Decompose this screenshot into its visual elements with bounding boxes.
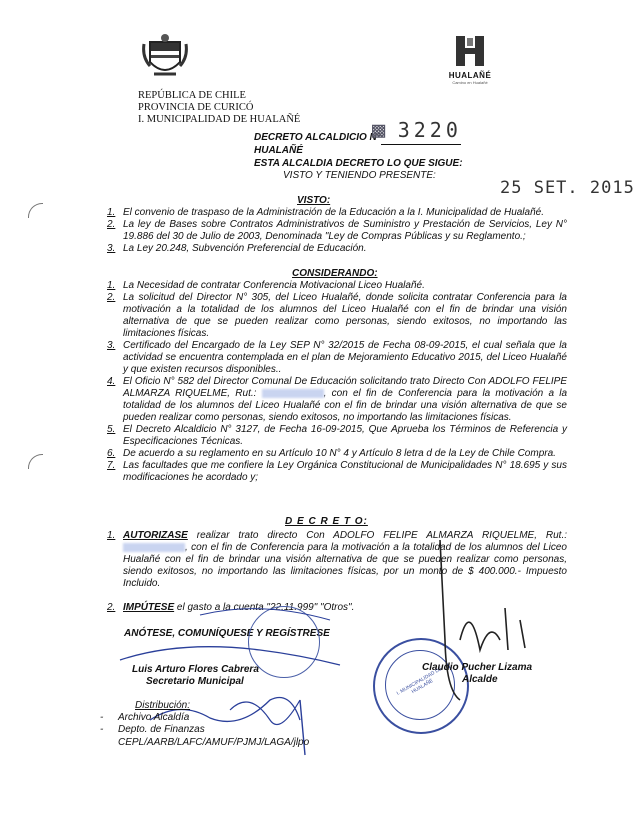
visto-list: [107, 207, 567, 255]
signer-left-name: Luis Arturo Flores Cabrera: [132, 664, 259, 675]
header-line: REPÚBLICA DE CHILE: [138, 90, 246, 101]
decree-title: DECRETO ALCALDICIO N°: [254, 132, 461, 145]
punch-mark: [28, 454, 43, 469]
municipal-seal: [373, 638, 469, 734]
considerando-list: [107, 280, 567, 484]
signer-right-name: Claudio Pucher Lizama: [422, 662, 533, 673]
list-item: 1. El convenio de traspaso de la Administración de la Educación a la I. Municipalidad de Hualañé.: [107, 207, 544, 218]
decree-line3: ESTA ALCALDIA DECRETO LO QUE SIGUE:: [254, 158, 463, 169]
header-line: PROVINCIA DE CURICÓ: [138, 102, 254, 113]
logo-subtext: Camino en Hualañé: [452, 80, 488, 85]
list-item: - Archivo Alcaldía: [100, 712, 190, 723]
hualane-logo: [440, 34, 500, 94]
logo-text: HUALAÑÉ: [448, 71, 492, 80]
header-line: I. MUNICIPALIDAD DE HUALAÑÉ: [138, 114, 301, 125]
distribucion-heading: Distribución:: [135, 700, 191, 711]
redacted-rut: [123, 543, 185, 552]
list-item: 4. El Oficio N° 582 del Director Comunal De Educación solicitando trato Directo Con ADOLFO FELIPE ALMARZA RIQUELME, Rut.: , con el fin de Conferencia para la motivación a la totalidad de los alumnos del Liceo Hualañé con el fin de brindar una visión alternativa de que se pueden realizar como personas, siendo exitosos, no importando las limitaciones físicas.: [107, 376, 568, 423]
decree-number-handwritten: ▩ 3220: [372, 118, 462, 143]
decreto-list: [107, 530, 567, 614]
date-stamp: 25 SET. 2015: [500, 178, 635, 198]
list-item: 2. IMPÚTESE el gasto a la cuenta "22.11.999" "Otros".: [107, 602, 355, 613]
closing-formula: ANÓTESE, COMUNÍQUESE Y REGÍSTRESE: [124, 628, 330, 639]
list-item: 3. La Ley 20.248, Subvención Preferencial de Educación.: [107, 243, 367, 254]
list-item: 6. De acuerdo a su reglamento en su Artículo 10 N° 4 y Artículo 8 letra d de la Ley de Chile Compra.: [107, 448, 556, 459]
list-item: 7. Las facultades que me confiere la Ley Orgánica Constitucional de Municipalidades N° 18.695 y sus modificaciones he acordado y;: [107, 460, 567, 483]
considerando-heading: CONSIDERANDO:: [292, 268, 378, 279]
distribucion-list: [100, 712, 205, 736]
decree-place: HUALAÑÉ: [254, 145, 303, 156]
seal-text: I. MUNICIPALIDAD DE HUALAÑÉ: [395, 665, 444, 697]
list-item: 3. Certificado del Encargado de la Ley SEP N° 32/2015 de Fecha 08-09-2015, el cual señala que la actividad se encuentra contemplada en el plan de Mejoramiento Educativo 2015, del Liceo Hualañé y que existen recursos disponibles..: [107, 340, 567, 375]
list-item: 2. La ley de Bases sobre Contratos Administrativos de Suministro y Prestación de Servicios, Ley N° 19.886 del 30 de Julio de 2003, Denominada "Ley de Compras Públicas y su Reglamento.;: [107, 219, 567, 242]
distribucion-initials: CEPL/AARB/LAFC/AMUF/PJMJ/LAGA/jlpo: [118, 737, 310, 748]
hualane-logo-icon: [450, 34, 490, 68]
municipal-crest: [142, 32, 188, 82]
list-item: 1. La Necesidad de contratar Conferencia Motivacional Liceo Hualañé.: [107, 280, 425, 291]
visto-heading: VISTO:: [297, 195, 331, 206]
list-item: 1. AUTORIZASE realizar trato directo Con ADOLFO FELIPE ALMARZA RIQUELME, Rut.: , con el fin de Conferencia para la motivación a la totalidad de los alumnos del Liceo Hualañé con el fin de brindar una visión alternativa de que se pueden realizar como personas, siendo exitosos, no importando las limitaciones físicas, por un monto de $ 400.000.- Impuesto Incluido.: [107, 530, 567, 589]
decreto-heading: D E C R E T O:: [285, 516, 368, 527]
signer-left-title: Secretario Municipal: [146, 676, 244, 687]
list-item: 2. La solicitud del Director N° 305, del Liceo Hualañé, donde solicita contratar Conferencia para la motivación a la totalidad de los alumnos del Liceo Hualañé con el fin de brindar una visión alternativa de que se pueden realizar como personas, siendo exitosos, no importando las limitaciones físicas.: [107, 292, 567, 339]
list-item: 5. El Decreto Alcaldicio N° 3127, de Fecha 16-09-2015, Que Aprueba los Términos de Referencia y Especificaciones Técnicas.: [107, 424, 567, 447]
punch-mark: [28, 203, 43, 218]
signer-right-title: Alcalde: [462, 674, 498, 685]
header-institution: [138, 90, 300, 126]
list-item: - Depto. de Finanzas: [100, 724, 205, 735]
redacted-rut: [262, 389, 324, 398]
decree-line4: VISTO Y TENIENDO PRESENTE:: [283, 170, 436, 181]
